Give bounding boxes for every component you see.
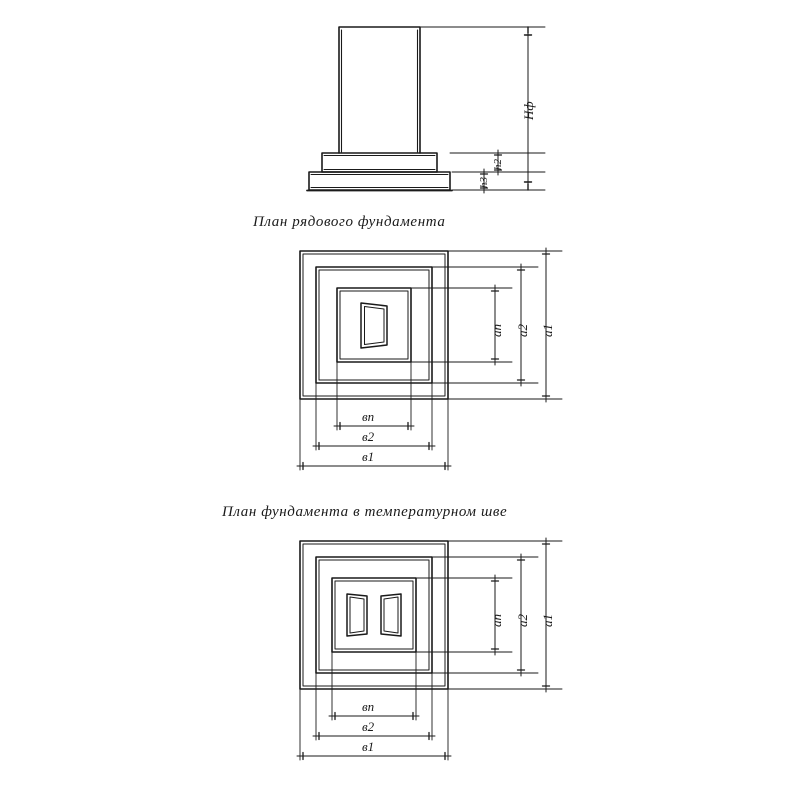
- dim-label-bn-joint: вп: [362, 699, 375, 714]
- dim-label-an-joint: ап: [489, 614, 504, 627]
- dim-label-an-ordinary: ап: [489, 324, 504, 337]
- plan-joint-view: [300, 541, 448, 689]
- dim-label-bn-ordinary: вп: [362, 409, 375, 424]
- dim-label-hf: Hф: [521, 101, 536, 120]
- dim-label-b1-joint: в1: [362, 739, 375, 754]
- dim-label-a2-joint: а2: [515, 614, 530, 627]
- dim-label-a1-joint: а1: [540, 614, 555, 627]
- caption-plan-ordinary: План рядового фундамента: [253, 214, 446, 230]
- caption-plan-expansion-joint: План фундамента в температурном шве: [222, 504, 508, 520]
- dim-label-a1-ordinary: а1: [540, 324, 555, 337]
- dim-label-a2-ordinary: а2: [515, 324, 530, 337]
- dim-label-h3: h3: [478, 177, 490, 188]
- dim-label-h2: h2: [492, 159, 504, 170]
- plan-ordinary-view: [300, 251, 448, 399]
- dim-label-b2-ordinary: в2: [362, 429, 375, 444]
- dim-label-b2-joint: в2: [362, 719, 375, 734]
- elevation-view: [307, 27, 452, 191]
- dim-label-b1-ordinary: в1: [362, 449, 375, 464]
